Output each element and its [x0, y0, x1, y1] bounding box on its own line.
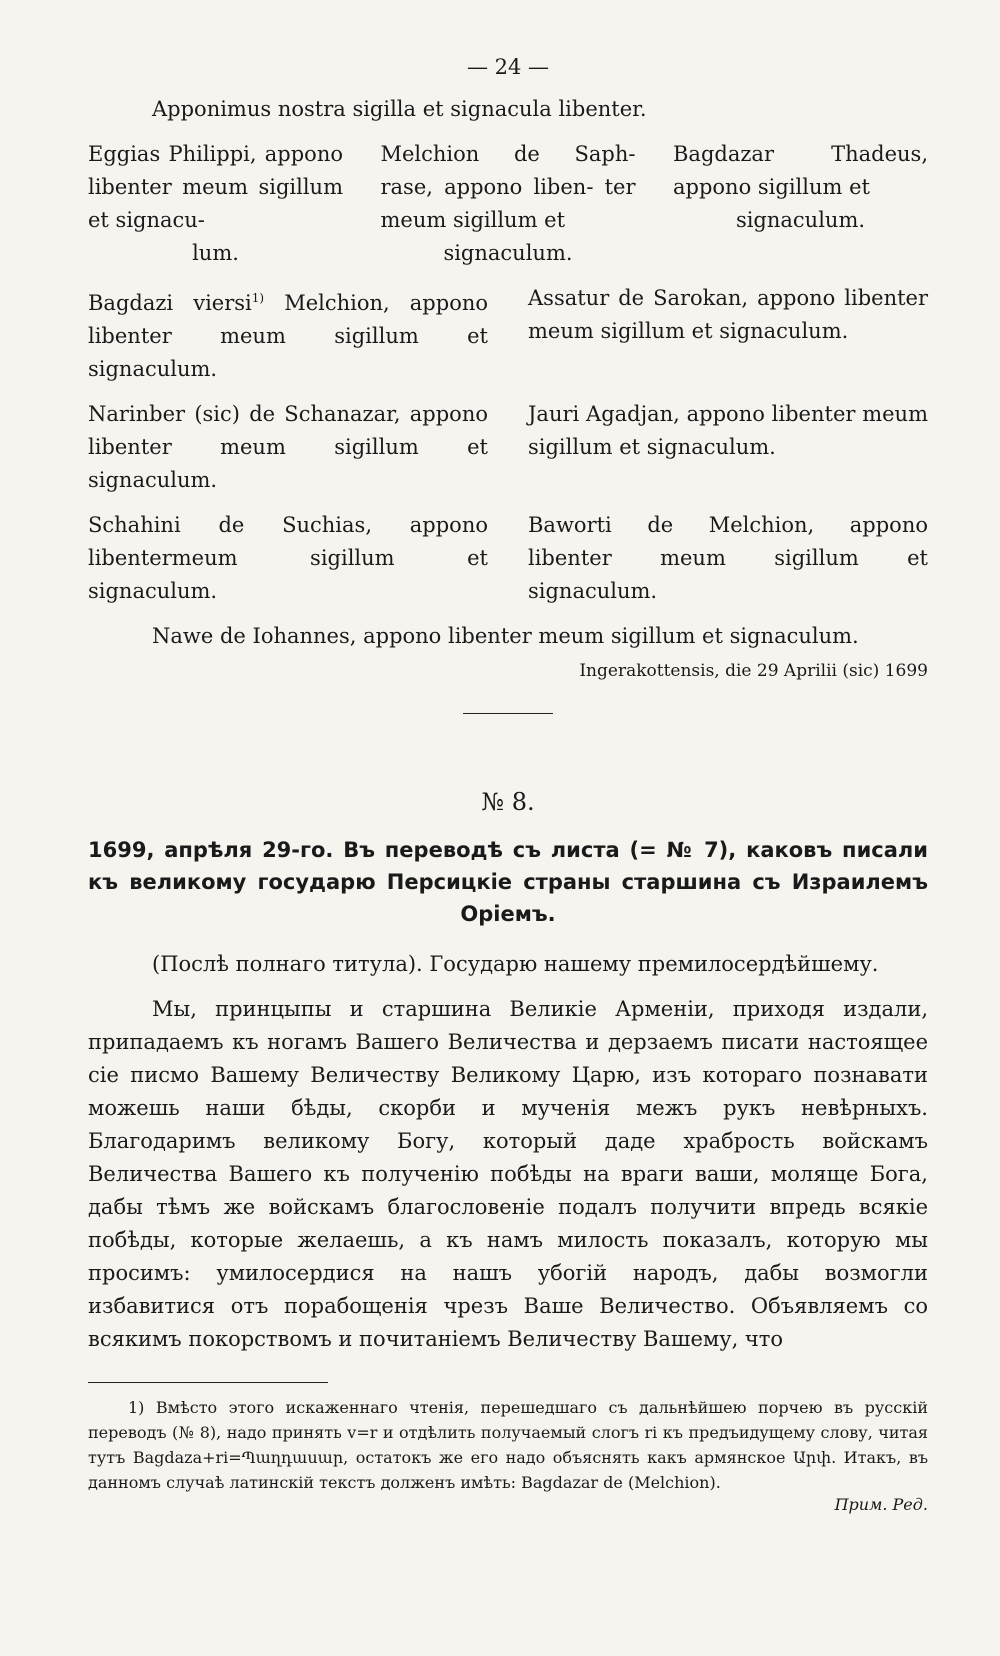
document-number: № 8. [481, 788, 535, 816]
document-heading: 1699, апрѣля 29-го. Въ переводѣ съ листа (= № 7), каковъ писали къ великому государю Персицкіе страны старшина съ Израилемъ Оріемъ. [88, 838, 928, 926]
page-number: — 24 — [466, 55, 550, 79]
footnote-marker: 1) [251, 291, 265, 305]
signature-nawe: Nawe de Iohannes, appono libenter meum sigillum et signaculum. [152, 624, 859, 648]
title-line: (Послѣ полнаго титула). Государю нашему премилосердѣйшему. [152, 952, 879, 976]
body-paragraph: Мы, принцыпы и старшина Великіе Арменіи, приходя издали, припадаемъ къ ногамъ Вашего Величества и дерзаемъ писати настоящее сіе писмо Вашему Величеству Великому Царю, изъ котораго познавати можешь наши бѣды, скорби и мученія межъ рукъ невѣрныхъ. Благодаримъ великому Богу, который даде храбрость войскамъ Величества Вашего къ полученію побѣды на враги ваши, моляще Бога, дабы тѣмъ же войскамъ благословеніе подалъ получити впредь всякіе побѣды, которые желаешь, а къ намъ милость показалъ, которую мы просимъ: умилосердися на нашъ убогій народъ, дабы возмогли избавитися отъ порабощенія чрезъ Ваше Величество. Объявляемъ со всякимъ покорствомъ и почитаніемъ Величеству Вашему, что [88, 997, 928, 1351]
section-divider [463, 713, 553, 714]
signature-assatur: Assatur de Sarokan, appono libenter meum sigillum et signaculum. [528, 286, 928, 343]
signature-narinber: Narinber (sic) de Schanazar, appono libenter meum sigillum et signaculum. [88, 402, 488, 492]
date-line: Ingerakottensis, die 29 Aprilii (sic) 1699 [579, 661, 928, 681]
signatures-row-4 [88, 509, 928, 608]
signature-schahini: Schahini de Suchias, appono libentermeum sigillum et signaculum. [88, 513, 488, 603]
signature-bagdazar-thadeus: Bagdazar Thadeus, appono sigillum et signaculum. [673, 142, 928, 232]
editor-signature: Прим. Ред. [834, 1495, 928, 1514]
signature-baworti: Baworti de Melchion, appono libenter meum sigillum et signaculum. [528, 513, 928, 603]
footnote-divider [88, 1382, 328, 1383]
signatures-row-1 [88, 138, 928, 270]
document-page [88, 55, 928, 1514]
signatures-row-3 [88, 398, 928, 497]
signature-eggias: Eggias Philippi, appono libenter meum sigillum et signacu- lum. [88, 142, 343, 265]
signature-jauri: Jauri Agadjan, appono libenter meum sigillum et signaculum. [528, 402, 928, 459]
signatures-row-2 [88, 282, 928, 386]
signature-melchion-saphrase: Melchion de Saph- rase, appono liben- ter meum sigillum et signaculum. [380, 142, 636, 265]
signature-bagdazi: Bagdazi viersi$^{1)}$ Melchion, appono libenter meum sigillum et signaculum. [88, 291, 489, 381]
apponimus-line: Apponimus nostra sigilla et signacula libenter. [152, 97, 647, 121]
footnote: 1) Вмѣсто этого искаженнаго чтенія, перешедшаго съ дальнѣйшею порчею въ русскій переводъ (№ 8), надо принять v=r и отдѣлить получаемый слогъ ri къ предъидущему слову, читая тутъ Bagdaza+ri=Պաղդասար, остатокъ же его надо объяснять какъ армянское Արփ. Итакъ, въ данномъ случаѣ латинскій текстъ долженъ имѣть: Bagdazar de (Melchion). [88, 1398, 928, 1492]
